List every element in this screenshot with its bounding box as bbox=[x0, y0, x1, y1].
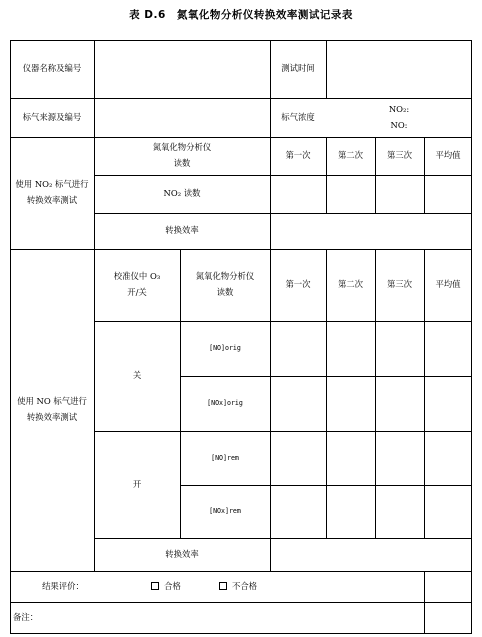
no-col-second: 第二次 bbox=[337, 279, 364, 290]
o3-switch-header: 校准仪中 O₃ 开/关 bbox=[113, 271, 161, 297]
no2-analyzer-reading-label: 氮氧化物分析仪 读数 bbox=[152, 142, 212, 168]
no-analyzer-reading-header: 氮氧化物分析仪 读数 bbox=[195, 271, 255, 297]
result-evaluation-row bbox=[10, 571, 423, 602]
no2-test-section-label: 使用 NO₂ 标气进行 转换效率测试 bbox=[15, 179, 89, 205]
pass-checkbox[interactable] bbox=[151, 582, 159, 590]
no-col-average: 平均值 bbox=[435, 279, 461, 290]
o3-off-label: 关 bbox=[132, 370, 142, 381]
no-test-section-label: 使用 NO 标气进行 转换效率测试 bbox=[17, 396, 87, 422]
no2-efficiency-label: 转换效率 bbox=[165, 225, 199, 236]
gas-source-value[interactable] bbox=[94, 98, 270, 137]
no-rem-label: [NO]rem bbox=[211, 453, 239, 462]
no2-concentration-label: NO₂: bbox=[388, 103, 410, 114]
fail-label: 不合格 bbox=[232, 580, 258, 591]
col-second: 第二次 bbox=[337, 150, 364, 161]
record-table bbox=[10, 40, 472, 634]
result-evaluation-label: 结果评价： bbox=[42, 580, 84, 591]
pass-label: 合格 bbox=[164, 580, 181, 591]
no-col-first: 第一次 bbox=[285, 279, 311, 290]
nox-orig-label: [NOx]orig bbox=[207, 399, 243, 408]
nox-rem-label: [NOx]rem bbox=[209, 507, 241, 516]
remark-row bbox=[10, 602, 423, 633]
no-efficiency-label: 转换效率 bbox=[165, 548, 199, 559]
no-concentration-label: NO: bbox=[390, 119, 408, 130]
no-orig-label: [NO]orig bbox=[209, 344, 241, 353]
remark-label: 备注： bbox=[13, 611, 39, 622]
test-time-value[interactable] bbox=[326, 40, 472, 98]
table-title: 表 D.6 氮氧化物分析仪转换效率测试记录表 bbox=[129, 9, 353, 21]
col-first: 第一次 bbox=[285, 150, 311, 161]
pass-option[interactable] bbox=[113, 579, 219, 595]
gas-source-label: 标气来源及编号 bbox=[22, 111, 82, 122]
no2-reading-label: NO₂ 读数 bbox=[163, 188, 201, 199]
no-col-third: 第三次 bbox=[386, 279, 413, 290]
gas-concentration-values[interactable] bbox=[326, 98, 472, 137]
col-third: 第三次 bbox=[386, 150, 413, 161]
gas-concentration-label: 标气浓度 bbox=[281, 111, 315, 122]
o3-on-label: 开 bbox=[132, 478, 142, 489]
test-time-label: 测试时间 bbox=[281, 63, 315, 74]
instrument-name-label: 仪器名称及编号 bbox=[22, 63, 82, 74]
fail-option[interactable] bbox=[219, 579, 257, 595]
col-average: 平均值 bbox=[435, 150, 461, 161]
fail-checkbox[interactable] bbox=[219, 582, 227, 590]
instrument-name-value[interactable] bbox=[94, 40, 270, 98]
